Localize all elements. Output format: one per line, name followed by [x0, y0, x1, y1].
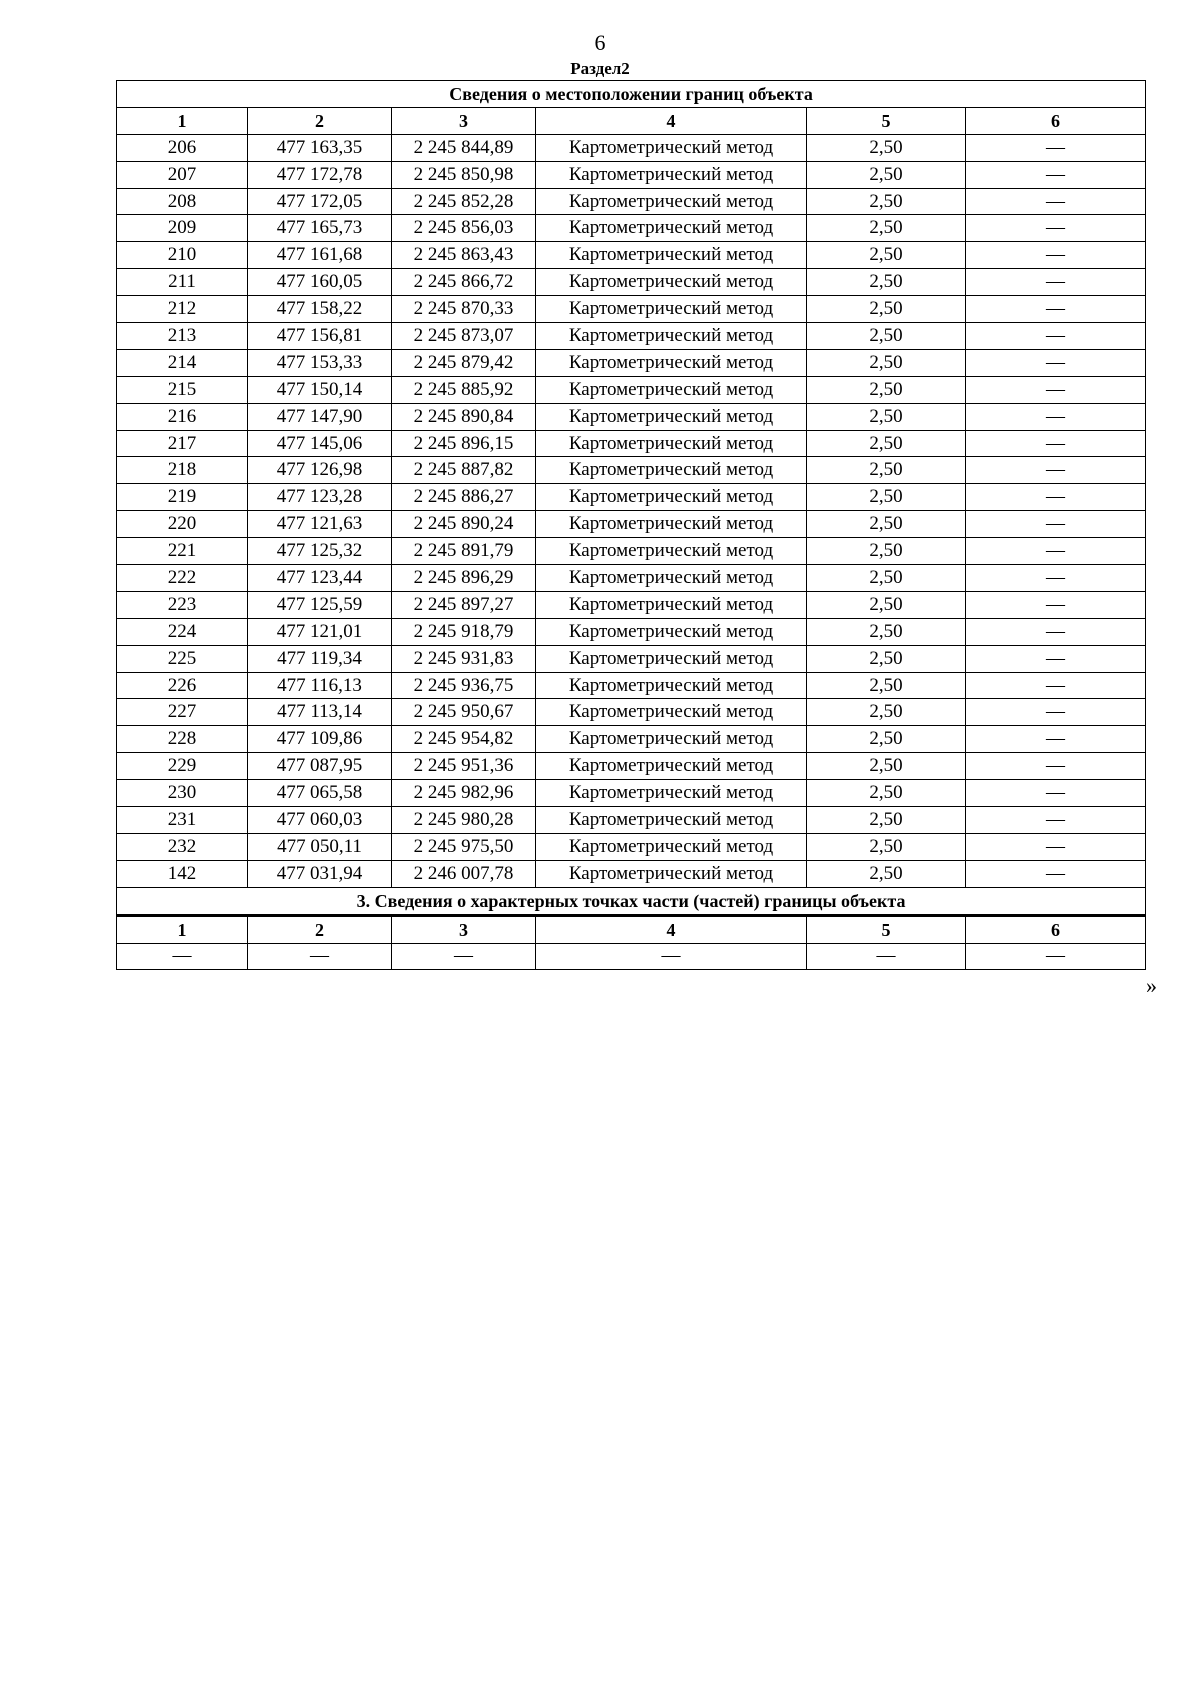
table-row-cell-2: 477 147,90	[248, 403, 392, 430]
table-row-cell-6: —	[966, 538, 1146, 565]
table-row-cell-1: 213	[117, 323, 248, 350]
table-row-cell-2: 477 060,03	[248, 807, 392, 834]
table-row-cell-2: 477 121,63	[248, 511, 392, 538]
table-row-cell-2: 477 150,14	[248, 376, 392, 403]
table-row-cell-4: Картометрический метод	[536, 833, 807, 860]
table-row-cell-6: —	[966, 645, 1146, 672]
table-row-cell-6: —	[966, 511, 1146, 538]
table-row-cell-6: —	[966, 618, 1146, 645]
table-row-cell-2: 477 165,73	[248, 215, 392, 242]
table-row-cell-6: —	[966, 699, 1146, 726]
table-row-cell-1: 209	[117, 215, 248, 242]
table-row	[117, 430, 1146, 457]
table-row	[117, 323, 1146, 350]
table-row	[117, 511, 1146, 538]
table-row-cell-5: 2,50	[807, 403, 966, 430]
table-row-cell-4: Картометрический метод	[536, 269, 807, 296]
table-row-cell-3: 2 245 887,82	[392, 457, 536, 484]
table-row	[117, 376, 1146, 403]
table-row-cell-2: 477 125,59	[248, 591, 392, 618]
table-row-cell-4: Картометрический метод	[536, 349, 807, 376]
subsection-header-row-cell-2: 2	[248, 915, 392, 943]
table-row-cell-1: 211	[117, 269, 248, 296]
table-row-cell-4: Картометрический метод	[536, 565, 807, 592]
table-row-cell-3: 2 245 866,72	[392, 269, 536, 296]
table-row-cell-4: Картометрический метод	[536, 672, 807, 699]
table-row-cell-6: —	[966, 242, 1146, 269]
subsection-row-cell-5: —	[807, 943, 966, 970]
table-row-cell-3: 2 245 975,50	[392, 833, 536, 860]
table-row-cell-6: —	[966, 565, 1146, 592]
table-row-cell-4: Картометрический метод	[536, 484, 807, 511]
table-row	[117, 565, 1146, 592]
table-row-cell-4: Картометрический метод	[536, 780, 807, 807]
table-row-cell-1: 218	[117, 457, 248, 484]
table-row	[117, 349, 1146, 376]
table-row	[117, 269, 1146, 296]
table-row-cell-3: 2 245 982,96	[392, 780, 536, 807]
table-row-cell-1: 212	[117, 296, 248, 323]
table-row-cell-5: 2,50	[807, 645, 966, 672]
table-row-cell-3: 2 245 951,36	[392, 753, 536, 780]
table-row-cell-5: 2,50	[807, 457, 966, 484]
table-row-cell-6: —	[966, 780, 1146, 807]
table-row-cell-2: 477 160,05	[248, 269, 392, 296]
table-row	[117, 188, 1146, 215]
table-row-cell-1: 227	[117, 699, 248, 726]
subsection-row-cell-6: —	[966, 943, 1146, 970]
column-header-row-cell-1: 1	[117, 107, 248, 134]
table-row-cell-4: Картометрический метод	[536, 457, 807, 484]
table-row-cell-4: Картометрический метод	[536, 726, 807, 753]
table-row-cell-3: 2 245 896,15	[392, 430, 536, 457]
table-row	[117, 645, 1146, 672]
subsection-header-row-cell-6: 6	[966, 915, 1146, 943]
table-row-cell-5: 2,50	[807, 349, 966, 376]
subsection-row	[117, 943, 1146, 970]
table-row	[117, 134, 1146, 161]
table-row-cell-1: 221	[117, 538, 248, 565]
table-row-cell-3: 2 245 863,43	[392, 242, 536, 269]
table-row-cell-4: Картометрический метод	[536, 188, 807, 215]
table-row-cell-1: 231	[117, 807, 248, 834]
table-row-cell-6: —	[966, 376, 1146, 403]
table-row-cell-5: 2,50	[807, 269, 966, 296]
table-row-cell-1: 206	[117, 134, 248, 161]
table-row-cell-2: 477 125,32	[248, 538, 392, 565]
table-row-cell-4: Картометрический метод	[536, 807, 807, 834]
table-row-cell-3: 2 245 886,27	[392, 484, 536, 511]
table-row-cell-5: 2,50	[807, 188, 966, 215]
table-row-cell-1: 224	[117, 618, 248, 645]
table-row-cell-4: Картометрический метод	[536, 430, 807, 457]
subsection-row-cell-3: —	[392, 943, 536, 970]
table-row-cell-4: Картометрический метод	[536, 403, 807, 430]
table-row	[117, 860, 1146, 887]
table-row	[117, 807, 1146, 834]
table-row-cell-3: 2 245 850,98	[392, 161, 536, 188]
table-row-cell-3: 2 245 896,29	[392, 565, 536, 592]
table-row-cell-5: 2,50	[807, 753, 966, 780]
table-row-cell-6: —	[966, 269, 1146, 296]
table-row-cell-4: Картометрический метод	[536, 860, 807, 887]
table-row-cell-5: 2,50	[807, 215, 966, 242]
table-row-cell-1: 229	[117, 753, 248, 780]
table-row	[117, 403, 1146, 430]
table-row-cell-3: 2 245 873,07	[392, 323, 536, 350]
subsection-row-cell-1: —	[117, 943, 248, 970]
table-row-cell-3: 2 245 918,79	[392, 618, 536, 645]
subsection-header-row-cell-5: 5	[807, 915, 966, 943]
table-row	[117, 296, 1146, 323]
table-row-cell-3: 2 245 856,03	[392, 215, 536, 242]
table-row	[117, 672, 1146, 699]
table-row	[117, 780, 1146, 807]
table-row	[117, 753, 1146, 780]
table-row-cell-2: 477 123,44	[248, 565, 392, 592]
table-row-cell-6: —	[966, 215, 1146, 242]
table-row-cell-1: 230	[117, 780, 248, 807]
table-row-cell-6: —	[966, 753, 1146, 780]
table-row-cell-1: 232	[117, 833, 248, 860]
table-row	[117, 699, 1146, 726]
table-row-cell-2: 477 121,01	[248, 618, 392, 645]
table-row-cell-2: 477 158,22	[248, 296, 392, 323]
column-header-row-cell-2: 2	[248, 107, 392, 134]
table-row-cell-5: 2,50	[807, 807, 966, 834]
table-row-cell-2: 477 153,33	[248, 349, 392, 376]
table-row-cell-3: 2 245 891,79	[392, 538, 536, 565]
table-row-cell-5: 2,50	[807, 538, 966, 565]
table-row-cell-2: 477 050,11	[248, 833, 392, 860]
table-row-cell-3: 2 245 870,33	[392, 296, 536, 323]
table-row-cell-5: 2,50	[807, 860, 966, 887]
section-title: Раздел2	[570, 59, 630, 78]
boundary-coordinates-table	[116, 80, 1146, 970]
table-row-cell-1: 223	[117, 591, 248, 618]
table-row-cell-5: 2,50	[807, 591, 966, 618]
table-row-cell-5: 2,50	[807, 618, 966, 645]
table-row-cell-6: —	[966, 403, 1146, 430]
table-row-cell-5: 2,50	[807, 430, 966, 457]
table-row-cell-5: 2,50	[807, 565, 966, 592]
table-row-cell-2: 477 172,78	[248, 161, 392, 188]
table-row-cell-5: 2,50	[807, 511, 966, 538]
table-row-cell-2: 477 116,13	[248, 672, 392, 699]
table-row-cell-5: 2,50	[807, 672, 966, 699]
table-row-cell-3: 2 245 954,82	[392, 726, 536, 753]
table-row-cell-6: —	[966, 726, 1146, 753]
table-row-cell-6: —	[966, 807, 1146, 834]
subsection-caption	[117, 887, 1146, 915]
table-row-cell-3: 2 245 852,28	[392, 188, 536, 215]
table-row-cell-1: 220	[117, 511, 248, 538]
table-row-cell-1: 228	[117, 726, 248, 753]
table-row-cell-5: 2,50	[807, 376, 966, 403]
table-row-cell-3: 2 245 879,42	[392, 349, 536, 376]
table-row-cell-4: Картометрический метод	[536, 511, 807, 538]
table-row-cell-2: 477 156,81	[248, 323, 392, 350]
table-row-cell-2: 477 145,06	[248, 430, 392, 457]
table-row-cell-5: 2,50	[807, 726, 966, 753]
table-row-cell-4: Картометрический метод	[536, 753, 807, 780]
table-row-cell-6: —	[966, 860, 1146, 887]
table-row-cell-3: 2 245 890,84	[392, 403, 536, 430]
table-row-cell-4: Картометрический метод	[536, 645, 807, 672]
table-row-cell-4: Картометрический метод	[536, 591, 807, 618]
table-row-cell-2: 477 163,35	[248, 134, 392, 161]
table-row-cell-3: 2 245 936,75	[392, 672, 536, 699]
table-row-cell-2: 477 113,14	[248, 699, 392, 726]
table-row-cell-5: 2,50	[807, 134, 966, 161]
table-row-cell-4: Картометрический метод	[536, 134, 807, 161]
table-row-cell-5: 2,50	[807, 833, 966, 860]
subsection-header-row-cell-1: 1	[117, 915, 248, 943]
table-row-cell-3: 2 245 890,24	[392, 511, 536, 538]
table-row-cell-4: Картометрический метод	[536, 538, 807, 565]
table-row-cell-1: 207	[117, 161, 248, 188]
table-row-cell-1: 225	[117, 645, 248, 672]
table-row-cell-2: 477 065,58	[248, 780, 392, 807]
column-header-row-cell-3: 3	[392, 107, 536, 134]
table-row-cell-4: Картометрический метод	[536, 323, 807, 350]
table-row-cell-5: 2,50	[807, 296, 966, 323]
table-row	[117, 161, 1146, 188]
subsection-header-row-cell-4: 4	[536, 915, 807, 943]
table-row-cell-6: —	[966, 430, 1146, 457]
table-row-cell-1: 216	[117, 403, 248, 430]
subsection-header-row-cell-3: 3	[392, 915, 536, 943]
table-row-cell-3: 2 246 007,78	[392, 860, 536, 887]
table-row-cell-6: —	[966, 296, 1146, 323]
table-caption	[117, 81, 1146, 108]
table-caption-cell: Сведения о местоположении границ объекта	[117, 81, 1146, 108]
table-row-cell-4: Картометрический метод	[536, 215, 807, 242]
table-row-cell-6: —	[966, 161, 1146, 188]
table-row-cell-1: 217	[117, 430, 248, 457]
table-row-cell-3: 2 245 980,28	[392, 807, 536, 834]
table-row-cell-5: 2,50	[807, 699, 966, 726]
subsection-row-cell-4: —	[536, 943, 807, 970]
table-row	[117, 591, 1146, 618]
table-row-cell-6: —	[966, 591, 1146, 618]
table-row-cell-1: 208	[117, 188, 248, 215]
table-row-cell-6: —	[966, 349, 1146, 376]
table-row-cell-3: 2 245 844,89	[392, 134, 536, 161]
table-row-cell-6: —	[966, 833, 1146, 860]
table-row-cell-2: 477 109,86	[248, 726, 392, 753]
table-row-cell-2: 477 161,68	[248, 242, 392, 269]
table-row-cell-5: 2,50	[807, 161, 966, 188]
table-row-cell-5: 2,50	[807, 780, 966, 807]
table-row-cell-3: 2 245 950,67	[392, 699, 536, 726]
table-body	[117, 81, 1146, 970]
page-number: 6	[594, 30, 606, 55]
column-header-row-cell-5: 5	[807, 107, 966, 134]
table-row-cell-5: 2,50	[807, 323, 966, 350]
subsection-row-cell-2: —	[248, 943, 392, 970]
column-header-row-cell-4: 4	[536, 107, 807, 134]
table-row-cell-4: Картометрический метод	[536, 296, 807, 323]
table-row	[117, 618, 1146, 645]
table-row	[117, 538, 1146, 565]
table-row-cell-4: Картометрический метод	[536, 618, 807, 645]
table-row	[117, 484, 1146, 511]
table-row-cell-2: 477 119,34	[248, 645, 392, 672]
table-row-cell-3: 2 245 897,27	[392, 591, 536, 618]
table-row	[117, 833, 1146, 860]
table-row	[117, 242, 1146, 269]
table-row-cell-2: 477 126,98	[248, 457, 392, 484]
table-row-cell-6: —	[966, 457, 1146, 484]
table-row-cell-1: 142	[117, 860, 248, 887]
table-row-cell-1: 210	[117, 242, 248, 269]
table-row-cell-1: 215	[117, 376, 248, 403]
table-row-cell-6: —	[966, 188, 1146, 215]
table-row-cell-4: Картометрический метод	[536, 242, 807, 269]
table-row-cell-5: 2,50	[807, 484, 966, 511]
subsection-caption-cell: 3. Сведения о характерных точках части (частей) границы объекта	[117, 887, 1146, 915]
table-row-cell-6: —	[966, 484, 1146, 511]
table-row-cell-4: Картометрический метод	[536, 376, 807, 403]
table-row-cell-2: 477 172,05	[248, 188, 392, 215]
table-row-cell-2: 477 123,28	[248, 484, 392, 511]
table-row-cell-6: —	[966, 134, 1146, 161]
table-row-cell-1: 222	[117, 565, 248, 592]
column-header-row	[117, 107, 1146, 134]
table-row-cell-1: 226	[117, 672, 248, 699]
table-row-cell-2: 477 031,94	[248, 860, 392, 887]
column-header-row-cell-6: 6	[966, 107, 1146, 134]
table-row	[117, 457, 1146, 484]
subsection-header-row	[117, 915, 1146, 943]
table-row-cell-5: 2,50	[807, 242, 966, 269]
table-row-cell-1: 214	[117, 349, 248, 376]
table-row	[117, 215, 1146, 242]
table-row	[117, 726, 1146, 753]
table-row-cell-3: 2 245 885,92	[392, 376, 536, 403]
table-row-cell-3: 2 245 931,83	[392, 645, 536, 672]
table-row-cell-2: 477 087,95	[248, 753, 392, 780]
table-row-cell-4: Картометрический метод	[536, 699, 807, 726]
table-row-cell-1: 219	[117, 484, 248, 511]
table-row-cell-6: —	[966, 323, 1146, 350]
table-row-cell-6: —	[966, 672, 1146, 699]
table-row-cell-4: Картометрический метод	[536, 161, 807, 188]
closing-quote-mark: »	[1146, 973, 1157, 998]
